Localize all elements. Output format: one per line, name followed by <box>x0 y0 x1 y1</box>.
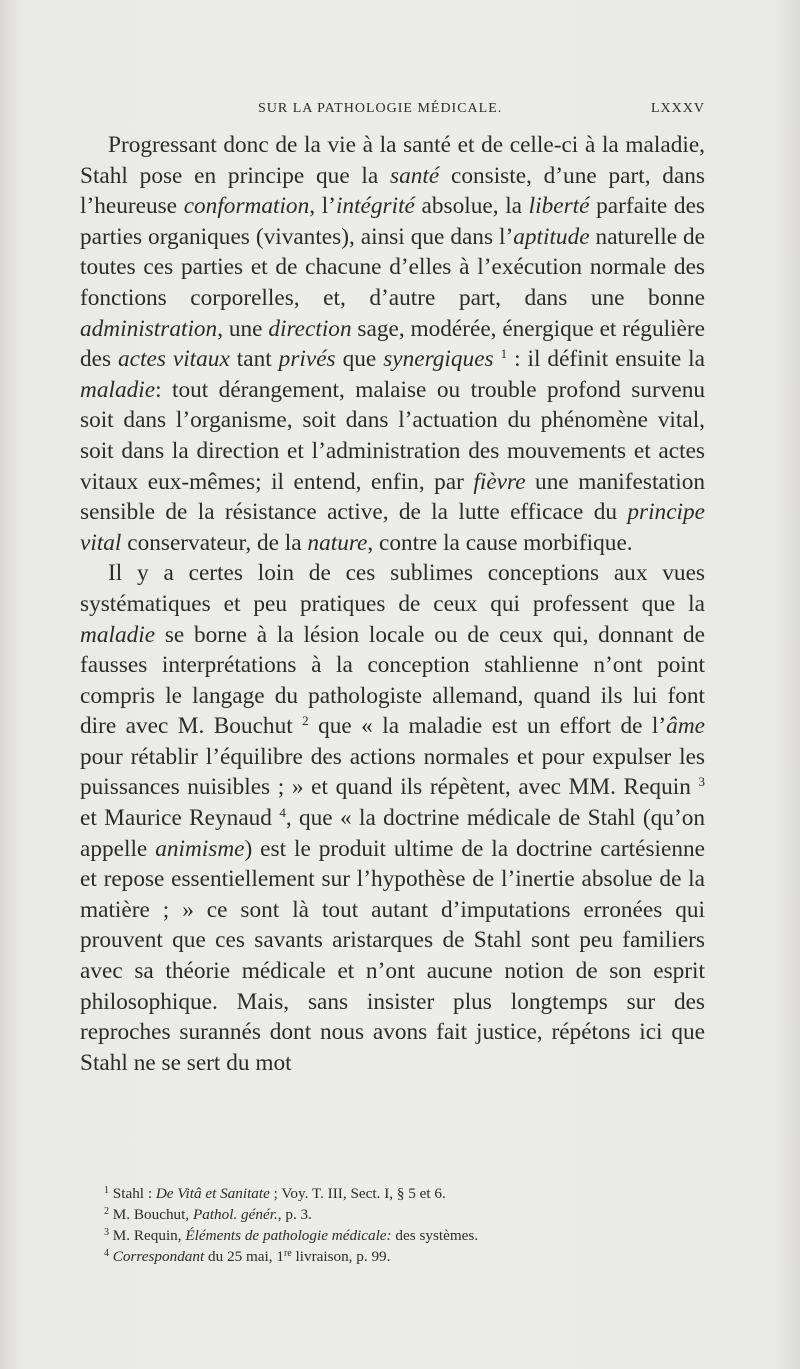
footnote-number: 2 <box>104 1206 109 1217</box>
italic-term: aptitude <box>513 223 590 250</box>
italic-term: administration <box>80 315 218 342</box>
text-run: et Maurice Reynaud <box>80 805 272 832</box>
footnote-2 <box>104 1204 704 1225</box>
text-run: , l’ <box>309 193 336 220</box>
text-run: consiste, d’une part, dans l’heureuse <box>80 162 705 220</box>
footnote-3 <box>104 1225 704 1246</box>
italic-term: fièvre <box>473 468 526 495</box>
text-run: tant <box>229 346 279 373</box>
text-run: livraison, p. 99. <box>291 1248 391 1265</box>
italic-term: animisme <box>155 835 245 862</box>
text-run: des systèmes. <box>391 1227 479 1244</box>
text-run: du 25 mai, 1 <box>204 1248 284 1265</box>
text-run: , contre la cause morbifique. <box>367 529 633 556</box>
text-run: Il y a certes loin de ces sublimes conceptions aux vues systématiques et peu pratiques de ceux qui professent que la <box>80 560 705 617</box>
page-header <box>80 97 705 121</box>
italic-term: synergiques <box>383 346 494 373</box>
italic-term: santé <box>390 162 440 189</box>
text-run: : il définit ensuite la <box>507 346 705 373</box>
footnote-number: 3 <box>104 1227 109 1238</box>
text-run: , p. 3. <box>277 1206 312 1223</box>
text-run: M. Requin, <box>109 1227 186 1244</box>
footnote-ref[interactable]: 3 <box>698 774 705 790</box>
text-run: pour rétablir l’équilibre des actions normales et pour expulser les puissances nuisibles ; » et quand ils répètent, avec MM. Requin <box>80 743 705 801</box>
footnote-ref[interactable]: 1 <box>500 346 508 362</box>
italic-term: âme <box>666 713 705 740</box>
footnote-number: 4 <box>104 1248 109 1259</box>
text-run: ; Voy. T. III, Sect. I, § 5 et 6. <box>269 1185 446 1202</box>
italic-term: direction <box>268 315 352 342</box>
footnote-number: 1 <box>104 1185 109 1196</box>
text-run: M. Bouchut, <box>109 1206 193 1223</box>
footnote-1 <box>104 1183 704 1204</box>
text-run: une manifestation sensible de la résistance active, de la lutte efficace du <box>80 468 705 526</box>
ordinal-suffix: re <box>283 1248 292 1259</box>
text-run: se borne à la lésion locale ou de ceux qui, donnant de fausses interprétations à la conception stahlienne n’ont point compris le langage du pathologiste allemand, quand ils lui font dire avec M. Bouchut <box>80 621 705 740</box>
paragraph-1 <box>80 130 705 558</box>
text-run: ) est le produit ultime de la doctrine cartésienne et repose essentiellement sur l’hypothèse de l’inertie absolue de la matière ; » ce sont là tout autant d’imputations erronées qui prouvent que ces savants aristarques de Stahl sont peu familiers avec sa théorie médicale et n’ont aucune notion de son esprit philosophique. Mais, sans insister plus longtemps sur des reproches surannés dont nous avons fait justice, répétons ici que Stahl ne se sert du mot <box>80 835 705 1076</box>
text-run: Stahl : <box>109 1185 156 1202</box>
text-run: , que « la doctrine médicale de Stahl (qu’on appelle <box>80 805 706 862</box>
paragraph-2 <box>80 558 705 1078</box>
citation-title: De Vitâ et Sanitate <box>155 1185 270 1202</box>
text-run: Progressant donc de la vie à la santé et de celle-ci à la maladie, Stahl pose en principe que la <box>80 132 705 189</box>
citation-title: Éléments de pathologie médicale: <box>185 1227 392 1244</box>
italic-term: actes vitaux <box>118 346 230 373</box>
citation-title: Correspondant <box>112 1248 205 1265</box>
footnote-ref[interactable]: 2 <box>302 713 309 729</box>
italic-term: privés <box>278 346 336 373</box>
italic-term: nature <box>307 529 368 556</box>
body-text <box>80 130 705 1078</box>
page-number: LXXXV <box>651 101 705 116</box>
italic-term: conformation <box>183 193 310 220</box>
footnotes <box>104 1183 704 1267</box>
italic-term: liberté <box>528 193 590 220</box>
citation-title: Pathol. génér. <box>192 1206 278 1223</box>
text-run: : tout dérangement, malaise ou trouble profond survenu soit dans l’organisme, soit dans l’actuation du phénomène vital, soit dans la direction et l’administration des mouvements et actes vitaux eux-mêmes; il entend, enfin, par <box>80 376 705 495</box>
text-run: absolue, la <box>414 193 529 220</box>
text-run: conservateur, de la <box>121 529 308 556</box>
footnote-4 <box>104 1246 704 1267</box>
text-run: que <box>335 346 384 373</box>
text-run: sage, modérée, énergique et régulière des <box>80 315 705 373</box>
footnote-ref[interactable]: 4 <box>279 805 286 821</box>
text-run: parfaite des parties organiques (vivantes), ainsi que dans l’ <box>80 193 705 250</box>
italic-term: principe vital <box>80 499 705 556</box>
italic-term: maladie <box>80 376 156 403</box>
text-run: , une <box>217 315 269 342</box>
running-head: SUR LA PATHOLOGIE MÉDICALE. <box>258 101 503 116</box>
text-run: naturelle de toutes ces parties et de chacune d’elles à l’exécution normale des fonctions corporelles, et, d’autre part, dans une bonne <box>80 223 705 311</box>
text-run: que « la maladie est un effort de l’ <box>308 713 667 740</box>
italic-term: maladie <box>80 621 156 648</box>
italic-term: intégrité <box>335 193 415 220</box>
